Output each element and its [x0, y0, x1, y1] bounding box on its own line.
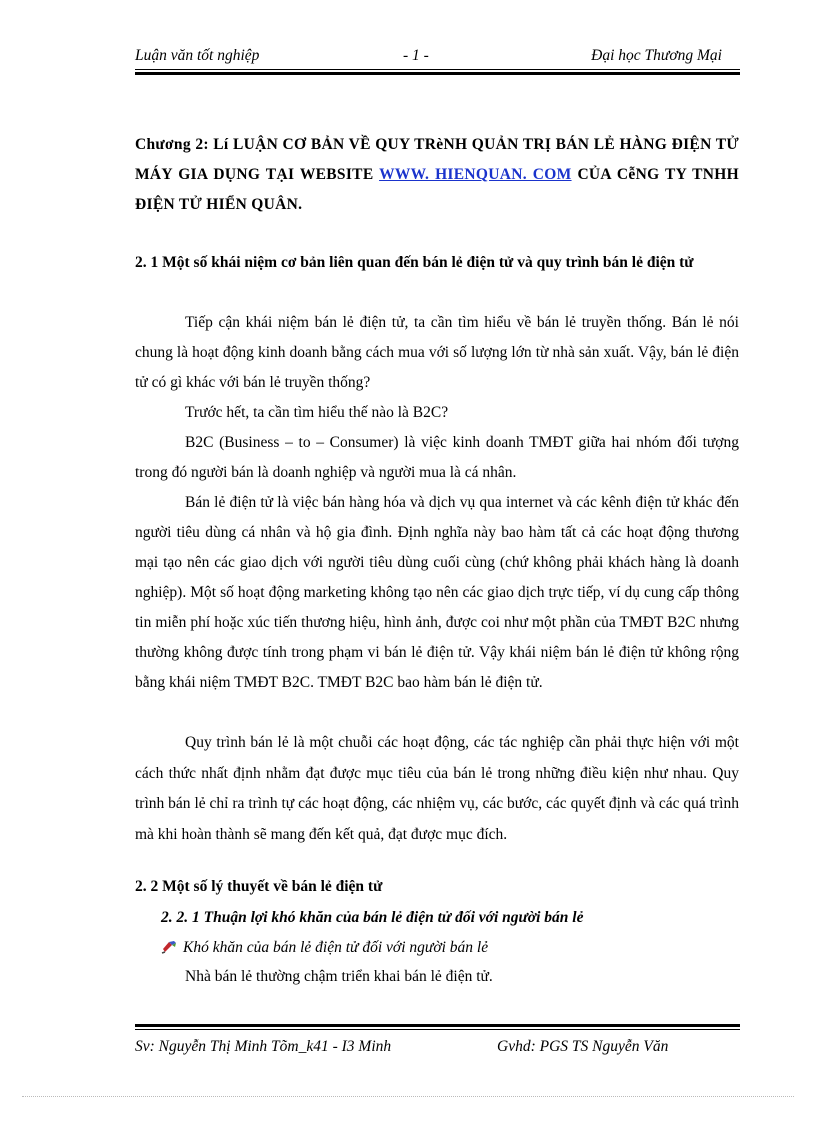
- bullet-text: Khó khăn của bán lẻ điện tử đối với người bán lẻ: [183, 939, 489, 956]
- chapter-title-company: CỦA CễNG TY TNHH ĐIỆN TỬ HIỂN QUÂN.: [135, 166, 740, 213]
- section-heading-2-2: 2. 2 Một số lý thuyết về bán lẻ điện tử: [135, 878, 383, 895]
- header-left-text: Luận văn tốt nghiệp: [135, 47, 260, 64]
- chapter-title-text: Chương 2: Lí LUẬN CƠ BẢN VỀ QUY TRèNH QUẢN TRỊ BÁN LẺ HÀNG ĐIỆN TỬ MÁY GIA DỤNG TẠI WEBSITE: [135, 136, 739, 183]
- paragraph-5: Quy trình bán lẻ là một chuỗi các hoạt động, các tác nghiệp cần phải thực hiện với một cách thức nhất định nhằm đạt được mục tiêu của bán lẻ trong những điều kiện như nhau. Quy trình bán lẻ chỉ ra trình tự các hoạt động, các nhiệm vụ, các bước, các quyết định và các quá trình mà khi hoàn thành sẽ mang đến kết quả, đạt được mục đích.: [135, 734, 739, 843]
- footer-student: Sv: Nguyễn Thị Minh Tõm_k41 - I3 Minh: [135, 1038, 392, 1055]
- paragraph-6: Nhà bán lẻ thường chậm triển khai bán lẻ điện tử.: [185, 968, 493, 985]
- website-link[interactable]: WWW. HIENQUAN. COM: [379, 166, 572, 183]
- paragraph-4: Bán lẻ điện tử là việc bán hàng hóa và dịch vụ qua internet và các kênh điện tử khác đến người tiêu dùng cá nhân và hộ gia đình. Định nghĩa này bao hàm tất cả các hoạt động thương mại tạo nên các giao dịch với người tiêu dùng cuối cùng (chứ không phải khách hàng là doanh nghiệp). Một số hoạt động marketing không tạo nên các giao dịch trực tiếp, ví dụ cung cấp thông tin miễn phí hoặc xúc tiến thương hiệu, hình ảnh, được coi như một phần của TMĐT B2C nhưng thường không được tính trong phạm vi bán lẻ điện tử. Vậy khái niệm bán lẻ điện tử không rộng bằng khái niệm TMĐT B2C. TMĐT B2C bao hàm bán lẻ điện tử.: [135, 494, 739, 691]
- chapter-title: [135, 130, 739, 220]
- section-heading-2-1: 2. 1 Một số khái niệm cơ bản liên quan đến bán lẻ điện tử và quy trình bán lẻ điện tử: [135, 254, 694, 271]
- header-rule-thin: [135, 69, 740, 70]
- page-header: [135, 47, 740, 69]
- pushpin-icon: [161, 940, 177, 954]
- footer-rule-thin: [135, 1029, 740, 1030]
- footer-supervisor: Gvhd: PGS TS Nguyễn Văn: [497, 1038, 669, 1055]
- paragraph-1: Tiếp cận khái niệm bán lẻ điện tử, ta cần tìm hiểu về bán lẻ truyền thống. Bán lẻ nói chung là hoạt động kinh doanh bằng cách mua với số lượng lớn từ nhà sản xuất. Vậy, bán lẻ điện tử có gì khác với bán lẻ truyền thống?: [135, 314, 739, 391]
- subsection-heading-2-2-1: 2. 2. 1 Thuận lợi khó khăn của bán lẻ điện tử đối với người bán lẻ: [161, 909, 584, 926]
- page-bottom-border: [22, 1096, 794, 1097]
- paragraph-2: Trước hết, ta cần tìm hiểu thế nào là B2C?: [185, 404, 449, 421]
- header-right-text: Đại học Thương Mại: [591, 47, 722, 64]
- header-rule-thick: [135, 72, 740, 75]
- paragraph-3: B2C (Business – to – Consumer) là việc kinh doanh TMĐT giữa hai nhóm đối tượng trong đó người bán là doanh nghiệp và người mua là cá nhân.: [135, 434, 739, 481]
- bullet-item: [161, 939, 488, 957]
- footer-rule-thick: [135, 1024, 740, 1027]
- page-number: - 1 -: [403, 47, 429, 64]
